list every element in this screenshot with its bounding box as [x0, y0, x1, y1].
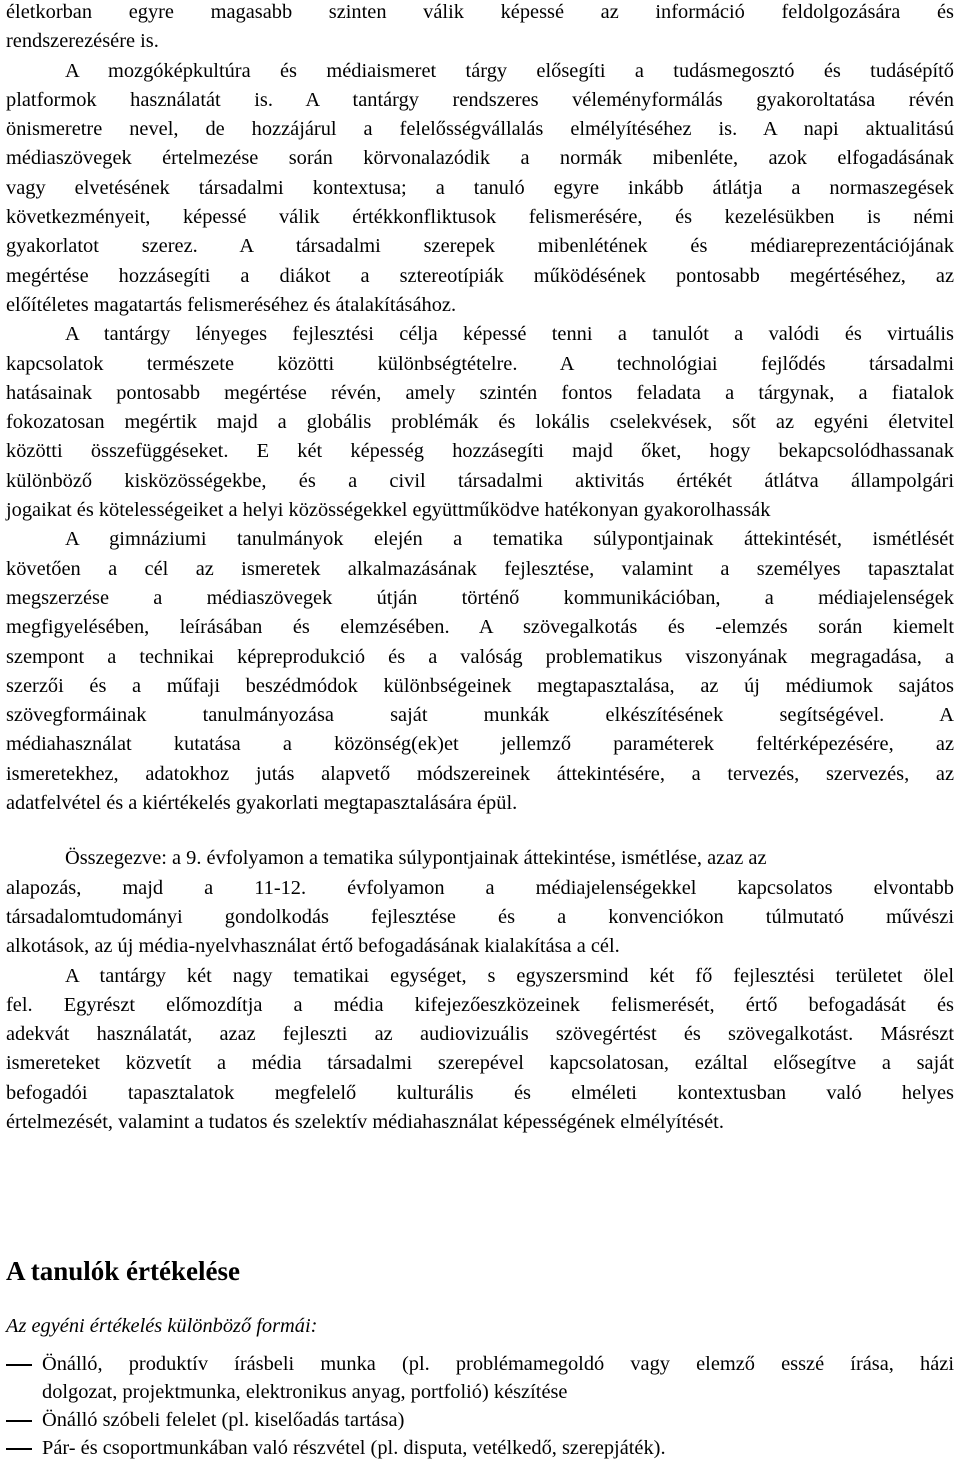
list-item [6, 1352, 954, 1408]
text-line: megfigyelésében, leírásában és elemzésében. A szövegalkotás és -elemzés során kiemelt [6, 616, 954, 639]
text-line: szempont a technikai képreprodukció és a valóság problematikus viszonyának megragadása, a [6, 645, 954, 668]
text-line: értelmezését, valamint a tudatos és szelektív médiahasználat képességének elmélyítését. [6, 1110, 724, 1133]
text-line: következményeit, képessé válik értékkonfliktusok felismerésére, és kezelésükben is némi [6, 206, 954, 229]
text-line: előítéletes magatartás felismeréséhez és átalakításához. [6, 293, 457, 316]
text-line: szövegformáinak tanulmányozása saját munkák elkészítésének segítségével. A [6, 704, 954, 727]
section-heading: A tanulók értékelése [6, 1256, 240, 1286]
text-line: médiahasználat kutatása a közönség(ek)et jellemző paraméterek feltérképezésére, az [6, 733, 954, 756]
text-line: követően a cél az ismeretek alkalmazásának fejlesztése, valamint a személyes tapasztalat [6, 557, 954, 580]
text-line: alapozás, majd a 11-12. évfolyamon a médiajelenségekkel kapcsolatos elvontabb [6, 876, 954, 899]
text-line: adatfelvétel és a kiértékelés gyakorlati megtapasztalására épül. [6, 792, 518, 815]
text-line: életkorban egyre magasabb szinten válik képessé az információ feldolgozására és [6, 1, 954, 23]
text-line: befogadói tapasztalatok megfelelő kulturális és elméleti kontextusban való helyes [6, 1081, 954, 1104]
text-line: szerzői és a műfaji beszédmódok különbségeinek megtapasztalása, az új médiumok sajátos [6, 674, 954, 697]
text-line: platformok használatát is. A tantárgy rendszeres véleményformálás gyakoroltatása révén [6, 88, 954, 111]
text-line: társadalomtudományi gondolkodás fejlesztése és a konvenciókon túlmutató művészi [6, 905, 954, 928]
text-line: rendszerezésére is. [6, 30, 159, 53]
text-line: vagy elvetésének társadalmi kontextusa; a tanuló egyre inkább átlátja a normaszegések [6, 176, 954, 199]
text-line: jogaikat és kötelességeiket a helyi közösségekkel együttműködve hatékonyan gyakorolhassák [6, 499, 771, 522]
text-line: Összegezve: a 9. évfolyamon a tematika súlypontjainak áttekintése, ismétlése, azaz az [65, 847, 767, 870]
text-line: kapcsolatok természete közötti különbségtételre. A technológiai fejlődés társadalmi [6, 352, 954, 375]
text-line: alkotások, az új média-nyelvhasználat értő befogadásának kialakítása a cél. [6, 935, 620, 958]
section-subheading: Az egyéni értékelés különböző formái: [6, 1315, 318, 1337]
text-line: megértése hozzásegíti a diákot a sztereotípiák működésének pontosabb megértéséhez, az [6, 264, 954, 287]
list-item-text: Pár- és csoportmunkában való részvétel (pl. disputa, vetélkedő, szerepjáték). [42, 1437, 666, 1459]
bullet-list [6, 1352, 954, 1464]
dash-bullet-icon [6, 1364, 32, 1366]
text-line: A tantárgy két nagy tematikai egységet, s egyszersmind két fő fejlesztési területet ölel [65, 964, 954, 987]
text-line: ismereteket közvetít a média társadalmi szerepével kapcsolatosan, ezáltal elősegítve a saját [6, 1052, 954, 1075]
list-item [6, 1408, 954, 1436]
text-line: A gimnáziumi tanulmányok elején a tematika súlypontjainak áttekintését, ismétlését [65, 528, 954, 551]
list-item [6, 1436, 954, 1464]
text-line: különböző kisközösségekbe, és a civil társadalmi aktivitás értékét átlátva állampolgári [6, 469, 954, 492]
text-line: fel. Egyrészt előmozdítja a média kifejezőeszközeinek felismerését, értő befogadását és [6, 993, 954, 1016]
text-line: médiaszövegek értelmezése során körvonalazódik a normák mibenléte, azok elfogadásának [6, 147, 954, 170]
text-line: A tantárgy lényeges fejlesztési célja képessé tenni a tanulót a valódi és virtuális [65, 323, 954, 346]
text-line: önismeretre nevel, de hozzájárul a felelősségvállalás elmélyítéséhez is. A napi aktualitású [6, 118, 954, 141]
text-line: gyakorlatot szerez. A társadalmi szerepek mibenlétének és médiareprezentációjának [6, 235, 954, 258]
text-line: fokozatosan megértik majd a globális problémák és lokális cselekvések, sőt az egyéni életvitel [6, 411, 954, 434]
list-item-text: Önálló szóbeli felelet (pl. kiselőadás tartása) [42, 1409, 405, 1431]
document-body [6, 0, 954, 1139]
text-line: megszerzése a médiaszövegek útján történő kommunikációban, a médiajelenségek [6, 586, 954, 609]
text-line: adekvát használatát, azaz fejleszti az audiovizuális szövegértést és szövegalkotást. Másrészt [6, 1023, 954, 1046]
text-line: hatásainak pontosabb megértése révén, amely szintén fontos feladata a tárgynak, a fiatalok [6, 381, 954, 404]
text-line: közötti összefüggéseket. E két képesség hozzásegíti majd őket, hogy bekapcsolódhassanak [6, 440, 954, 463]
text-line: ismeretekhez, adatokhoz jutás alapvető módszereinek áttekintésére, a tervezés, szervezés, az [6, 762, 954, 785]
dash-bullet-icon [6, 1420, 32, 1422]
text-line: A mozgóképkultúra és médiaismeret tárgy elősegíti a tudásmegosztó és tudásépítő [65, 59, 954, 82]
dash-bullet-icon [6, 1448, 32, 1450]
list-item-text: dolgozat, projektmunka, elektronikus anyag, portfolió) készítése [42, 1381, 568, 1403]
list-item-text: Önálló, produktív írásbeli munka (pl. problémamegoldó vagy elemző esszé írása, házi [42, 1353, 954, 1375]
